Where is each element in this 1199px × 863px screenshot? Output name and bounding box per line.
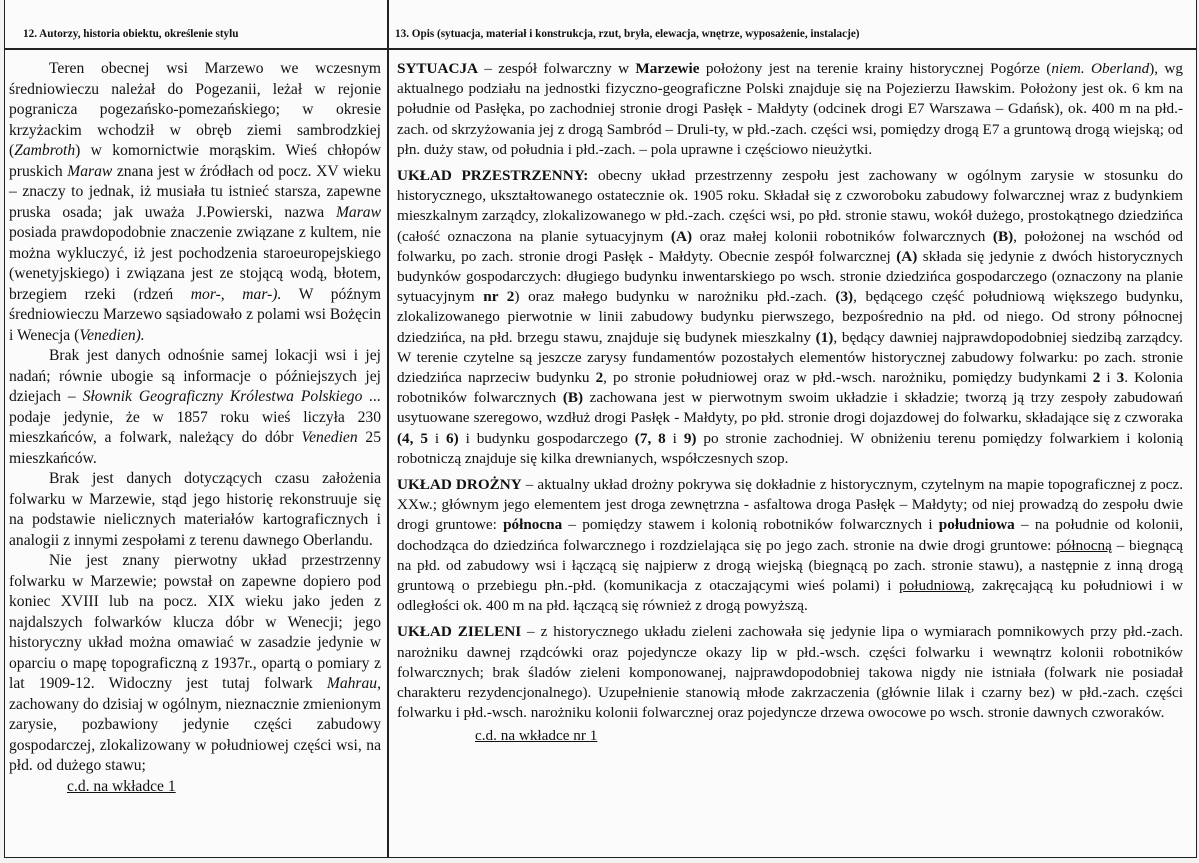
- uklad-drozny-section: UKŁAD DROŻNY – aktualny układ drożny pokrywa się dokładnie z historycznym, czytelnym na mapie topograficznej z pocz. XXw.; głównym jego elementem jest droga zewnętrzna - asfaltowa droga Pasłęk – Małdyty; od niej prowadzą do zespołu dwie drogi gruntowe: północna – pomiędzy stawem i kolonią robotników folwarcznych i południowa – na południe od kolonii, dochodząca do dziedzińca folwarcznego i rozdzielająca się po jego zach. stronie na dwie drogi gruntowe: północną – biegnącą na płd. od zabudowy wsi i łączącą się najpierw z drogą wiejską (biegnącą po zach. stronie stawu), a następnie z inną drogą gruntową o przebiegu płn.-płd. (komunikacja z otaczającymi wieś polami) i południową, zakręcającą ku południowi i w odległości ok. 400 m na płd. łączącą się również z drogą powyższą.: [397, 476, 1184, 615]
- uklad-zieleni-section: UKŁAD ZIELENI – z historycznego układu zieleni zachowała się jedynie lipa o wymiarach pomnikowych przy płd.-zach. narożniku dawnej rządcówki oraz pojedyncze okazy lip w płd.-wsch. części folwarku i wewnątrz kolonii robotników folwarcznych; brak śladów zieleni komponowanej, najprawdopodobniej takowa nigdy nie istniała (folwark nie posiadał charakteru rezydencjonalnego). Uzupełnienie stanowią młode zakrzaczenia (głównie lilak i czarny bez) w płd.-zach. części folwarku i płd.-wsch. narożniku kolonii folwarcznej oraz pojedyncze drzewa owocowe po wsch. stronie dawnych czworaków.: [397, 623, 1183, 722]
- description-column: [397, 59, 1183, 752]
- column-divider: [387, 0, 389, 857]
- history-column: [9, 59, 381, 797]
- left-column-heading: 12. Autorzy, historia obiektu, określenie stylu: [23, 28, 239, 40]
- document-sheet: [4, 0, 1197, 858]
- history-paragraph-2: Brak jest danych odnośnie samej lokacji wsi i jej nadań; równie ubogie są informacje o późniejszych jej dziejach – Słownik Geograficzny Królestwa Polskiego ... podaje jedynie, że w 1857 roku wieś liczyła 230 mieszkańców, a folwark, należący do dóbr Venedien 25 mieszkańców.: [9, 347, 381, 467]
- uklad-przestrzenny-section: UKŁAD PRZESTRZENNY: obecny układ przestrzenny zespołu jest zachowany w ogólnym zarysie w stosunku do historycznego, ukształtowanego ostatecznie ok. 1905 roku. Składał się z czworoboku zabudowy folwarcznej wraz z budynkiem mieszkalnym zarządcy, zlokalizowanego w płd.-zach. części wsi, po płd. stronie stawu, wokół dużego, prostokątnego dziedzińca (całość oznaczona na planie sytuacyjnym (A) oraz małej kolonii robotników folwarcznych (B), położonej na wschód od folwarku, po zach. stronie drogi Pasłęk - Małdyty. Obecnie zespół folwarcznej (A) składa się jedynie z dwóch historycznych budynków gospodarczych: długiego budynku inwentarskiego po wsch. stronie dziedzińca gospodarczego (oznaczony na planie sytuacyjnym nr 2) oraz małego budynku w narożniku płd.-zach. (3), będącego część południową większego budynku, zlokalizowanego pierwotnie w linii zabudowy budynku pierwszego, bezpośrednio na płd. od niego. Od strony północnej dziedzińca, na płd. brzegu stawu, znajduje się budynek mieszkalny (1), będący dawniej najprawdopodobniej siedzibą zarządcy. W terenie czytelne są jeszcze zarysy fundamentów pozostałych elementów historycznej zabudowy folwarku: po zach. stronie dziedzińca naprzeciw budynku 2, po stronie południowej oraz w płd.-wsch. narożniku, pomiędzy budynkami 2 i 3. Kolonia robotników folwarcznych (B) zachowana jest w pierwotnym swoim układzie i składzie; tworzą ją trzy zespoły zabudowań usytuowane szeregowo, wzdłuż drogi Pasłęk - Małdyty, po płd. stronie drogi dojazdowej do folwarku, składające się z czworaka (4, 5 i 6) i budynku gospodarczego (7, 8 i 9) po stronie zachodniej. W obniżeniu terenu pomiędzy folwarkiem i kolonią robotniczą znajduje się kilka drewnianych, współczesnych szop.: [397, 167, 1184, 467]
- sytuacja-section: SYTUACJA – zespół folwarczny w Marzewie położony jest na terenie krainy historycznej Pogórze (niem. Oberland), wg aktualnego podziału na jednostki fizyczno-geograficzne Polski znajduje się na Pojezierzu Iławskim. Położony jest ok. 6 km na południe od Pasłęka, po zachodniej stronie drogi Pasłęk - Małdyty (odcinek drogi E7 Warszawa – Gdańsk), ok. 400 m na płd.-zach. od skrzyżowania jej z drogą Sambród – Druli-ty, w płd.-zach. części wsi, pomiędzy drogą E7 a gruntową drogą wiejską; od płn. duży staw, od południa i płd.-zach. – pola uprawne i częściowo nieużytki.: [397, 60, 1183, 158]
- history-paragraph-4: Nie jest znany pierwotny układ przestrzenny folwarku w Marzewie; powstał on zapewne dopiero pod koniec XVIII lub na pocz. XIX wieku jako jeden z najdalszych folwarków klucza dóbr w Wenecji; jego historyczny układ można omawiać w zasadzie jedynie w oparciu o mapę topograficzną z 1937r., opartą o pomiary z lat 1909-12. Widoczny jest tutaj folwark Mahrau, zachowany do dzisiaj w ogólnym, nieznacznie zmienionym zarysie, pozbawiony jedynie części zabudowy gospodarczej, zlokalizowany w południowej części wsi, na płd. od dużego stawu;: [9, 552, 381, 774]
- history-paragraph-1: Teren obecnej wsi Marzewo we wczesnym średniowieczu należał do Pogezanii, leżał w rejonie pogranicza pogezańsko-pomezańskiego; w okresie krzyżackim wchodził w obręb ziemi sambrodzkiej (Zambroth) w komornictwie morąskim. Wieś chłopów pruskich Maraw znana jest w źródłach od pocz. XV wieku – znaczy to jednak, iż musiała tu istnieć starsza, zapewne pruska osada; jak uważa J.Powierski, nazwa Maraw posiada prawdopodobnie znaczenie związane z kultem, nie można wykluczyć, iż jest pochodzenia staroeuropejskiego (wenetyjskiego) i związana jest ze stojącą wodą, błotem, brzegiem rzeki (rdzeń mor-, mar-). W późnym średniowieczu Marzewo sąsiadowało z polami wsi Bożęcin i Wenecja (Venedien).: [9, 60, 381, 344]
- left-continued-note: c.d. na wkładce 1: [67, 777, 176, 795]
- right-column-heading: 13. Opis (sytuacja, materiał i konstrukcja, rzut, bryła, elewacja, wnętrze, wyposażenie, instalacje): [395, 28, 860, 40]
- header-divider: [5, 48, 1196, 50]
- history-paragraph-3: Brak jest danych dotyczących czasu założenia folwarku w Marzewie, stąd jego historię rekonstruuje się na podstawie nielicznych materiałów kartograficznych i analogii z innymi zespołami z terenu dawnego Oberlandu.: [9, 470, 381, 549]
- right-continued-note: c.d. na wkładce nr 1: [475, 726, 598, 744]
